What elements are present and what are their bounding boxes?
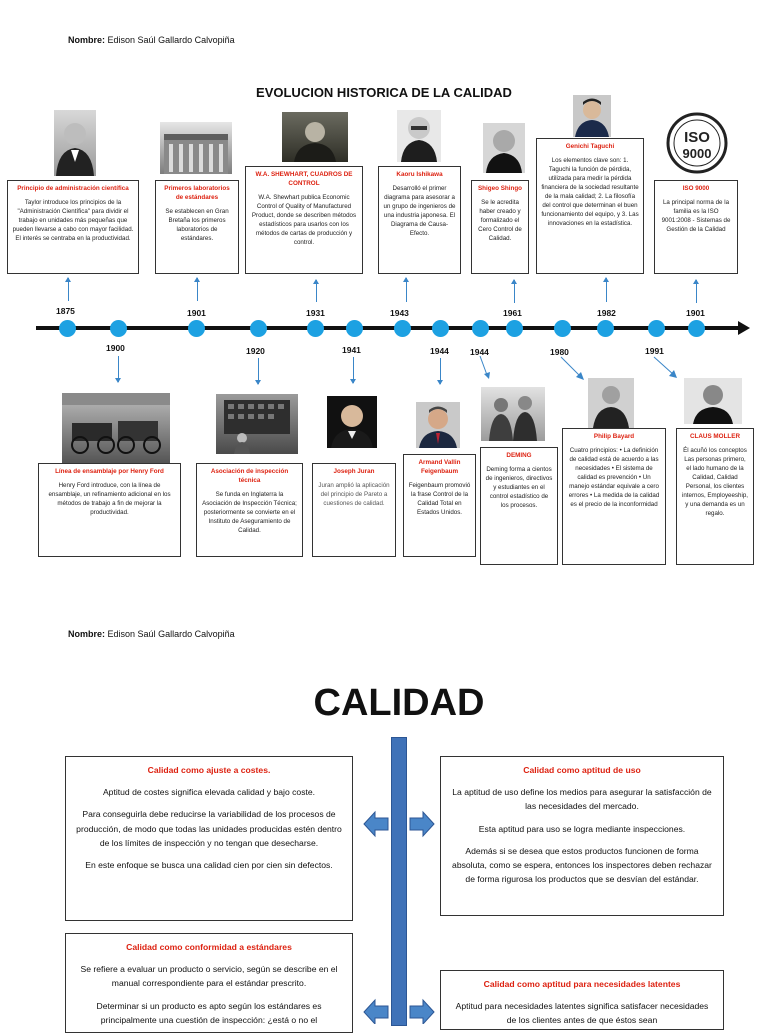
event-shingo: Shigeo Shingo Se le acredita haber creado y formalizado el Cero Control de Calidad. <box>471 180 529 274</box>
feigenbaum-photo <box>416 402 460 448</box>
box-calidad-conformidad-estandares: Calidad como conformidad a estándares Se refiere a evaluar un producto o servicio, según se describe en el manual correspondiente para el estándar prescrito. Determinar si un producto es apto según los estándares es principalmente una cuestión de inspección: ¿está o no el <box>65 933 353 1033</box>
dot-1944 <box>432 320 449 337</box>
arrow-up-1961 <box>514 280 515 303</box>
dot-1920 <box>250 320 267 337</box>
event-ishikawa: Kaoru Ishikawa Desarrolló el primer diagrama para asesorar a un grupo de ingenieros de una industria japonesa. El Diagrama de Causa-Efecto. <box>378 166 461 274</box>
ford-assembly-photo <box>62 393 170 463</box>
dot-1875 <box>59 320 76 337</box>
arrow-down-1920 <box>258 358 259 384</box>
year-1944: 1944 <box>430 346 449 356</box>
bayard-photo <box>588 378 634 428</box>
dot-1901 <box>188 320 205 337</box>
taguchi-photo <box>573 95 611 137</box>
arrow-down-1900 <box>118 356 119 382</box>
iso-logo-number: 9000 <box>682 146 712 161</box>
dot-1991 <box>648 320 665 337</box>
dot-1931 <box>307 320 324 337</box>
arrow-down-1944 <box>440 358 441 384</box>
event-deming: DEMING Deming forma a cientos de ingenieros, directivos y estudiantes en el control estadístico de los procesos. <box>480 447 558 565</box>
arrow-down-1991 <box>653 356 679 380</box>
timeline-arrowhead <box>738 321 750 335</box>
dot-1943 <box>394 320 411 337</box>
event-taguchi: Genichi Taguchi Los elementos clave son: 1. Taguchi la función de pérdida, utilizada para medir la pérdida financiera de la sociedad resultante de la mala calidad; 2. La filosofía del control que determinan el buen funcionamiento del equipo, y 3. Las innovaciones en la estadística. <box>536 138 644 274</box>
dot-1944b <box>472 320 489 337</box>
ishikawa-photo <box>397 110 441 162</box>
event-laboratories: Primeros laboratorios de estándares Se establecen en Gran Bretaña los primeros laboratorios de estándares. <box>155 180 239 274</box>
year-1901-iso: 1901 <box>686 308 705 318</box>
year-1980: 1980 <box>550 347 569 357</box>
page2-title: CALIDAD <box>313 682 485 724</box>
event-shewhart: W.A. SHEWHART, CUADROS DE CONTROL W.A. Shewhart publica Economic Control of Quality of Manufactured Product, donde se describen métodos estadísticos para usarlos con los métodos de cartas de producción y control. <box>245 166 363 274</box>
inspection-association-photo <box>216 394 298 454</box>
year-1991: 1991 <box>645 346 664 356</box>
event-iso9000: ISO 9000 La principal norma de la familia es la ISO 9001:2008 - Sistemas de Gestión de la Calidad <box>654 180 738 274</box>
central-vertical-bar <box>391 737 407 1026</box>
timeline-line <box>36 326 740 330</box>
year-1875: 1875 <box>56 306 75 316</box>
box-calidad-necesidades-latentes: Calidad como aptitud para necesidades latentes Aptitud para necesidades latentes significa satisfacer necesidades de los clientes antes de que éstos sean <box>440 970 724 1030</box>
year-1982: 1982 <box>597 308 616 318</box>
arrow-down-1980 <box>560 356 586 382</box>
year-1931: 1931 <box>306 308 325 318</box>
dot-1941 <box>346 320 363 337</box>
event-feigenbaum: Armand Vallin Feigenbaum Feigenbaum promovió la frase Control de la Calidad Total en Estados Unidos. <box>403 454 476 557</box>
arrow-down-1941 <box>353 357 354 383</box>
arrow-up-1931 <box>316 280 317 302</box>
event-bayard: Philip Bayard Cuatro principios: • La definición de calidad está de acuerdo a las necesidades • El sistema de calidad es prevención • Un manejo estándar equivale a cero errores • La medida de la calidad es el precio de la inconformidad <box>562 428 666 565</box>
dot-1980 <box>554 320 571 337</box>
arrow-right-lower <box>409 998 435 1024</box>
iso-logo-text: ISO <box>684 129 710 146</box>
author-line-2: Nombre: Edison Saúl Gallardo Calvopiña <box>68 629 235 639</box>
event-inspection-association: Asociación de inspección técnica Se funda en Inglaterra la Asociación de Inspección Técnica; posteriormente se convierte en el Instituto de Aseguramiento de Calidad. <box>196 463 303 557</box>
event-juran: Joseph Juran Juran amplió la aplicación del principio de Pareto a cuestiones de calidad. <box>312 463 396 557</box>
year-1900: 1900 <box>106 343 125 353</box>
arrow-left-upper <box>363 810 389 838</box>
box-calidad-aptitud-uso: Calidad como aptitud de uso La aptitud de uso define los medios para asegurar la satisfacción de las necesidades del mercado. Esta aptitud para uso se logra mediante inspecciones. Además si se desea que estos productos funcionen de forma absoluta, como se espera, entonces los inspectores deben rechazar de forma rigurosa los productos que se desvían del estándar. <box>440 756 724 916</box>
arrow-up-1982 <box>606 278 607 302</box>
dot-1901-iso <box>688 320 705 337</box>
moller-photo <box>684 378 742 424</box>
year-1941: 1941 <box>342 345 361 355</box>
laboratory-photo <box>160 122 232 174</box>
event-henry-ford: Línea de ensamblaje por Henry Ford Henry Ford introduce, con la línea de ensamblaje, un refinamiento adicional en los métodos de trabajo a fin de mejorar la productividad. <box>38 463 181 557</box>
author-line: Nombre: Edison Saúl Gallardo Calvopiña <box>68 35 235 45</box>
dot-1982 <box>597 320 614 337</box>
timeline-title: EVOLUCION HISTORICA DE LA CALIDAD <box>256 85 512 100</box>
event-taylor: Principio de administración científica Taylor introduce los principios de la "Administración Científica" para dividir el trabajo en unidades más pequeñas que pueden llevarse a cabo con mayor facilidad. El interés se centraba en la productividad. <box>7 180 139 274</box>
arrow-up-1901 <box>197 278 198 301</box>
arrow-up-1943 <box>406 278 407 302</box>
year-1944b: 1944 <box>470 347 489 357</box>
year-1901: 1901 <box>187 308 206 318</box>
shewhart-photo <box>282 112 348 162</box>
juran-photo <box>327 396 377 448</box>
arrow-left-lower <box>363 998 389 1024</box>
arrow-down-1944b <box>478 356 492 380</box>
arrow-up-1875 <box>68 278 69 301</box>
deming-photo <box>481 387 545 441</box>
dot-1900 <box>110 320 127 337</box>
year-1943: 1943 <box>390 308 409 318</box>
arrow-right-upper <box>409 810 435 838</box>
dot-1961 <box>506 320 523 337</box>
iso-logo <box>664 112 730 174</box>
arrow-up-1901-iso <box>696 280 697 303</box>
shingo-photo <box>483 123 525 173</box>
year-1961: 1961 <box>503 308 522 318</box>
box-calidad-ajuste-costes: Calidad como ajuste a costes. Aptitud de costes significa elevada calidad y bajo coste. Para conseguirla debe reducirse la variabilidad de los procesos de producción, de modo que todas las unidades producidas estén dentro de los límites de inspección y no tengan que desecharse. En este enfoque se busca una calidad cien por cien sin defectos. <box>65 756 353 921</box>
taylor-photo <box>54 110 96 176</box>
year-1920: 1920 <box>246 346 265 356</box>
event-moller: CLAUS MOLLER Él acuñó los conceptos Las personas primero, el lado humano de la Calidad, Calidad Personal, los clientes internos, Employeeship, y una demanda es un regalo. <box>676 428 754 565</box>
